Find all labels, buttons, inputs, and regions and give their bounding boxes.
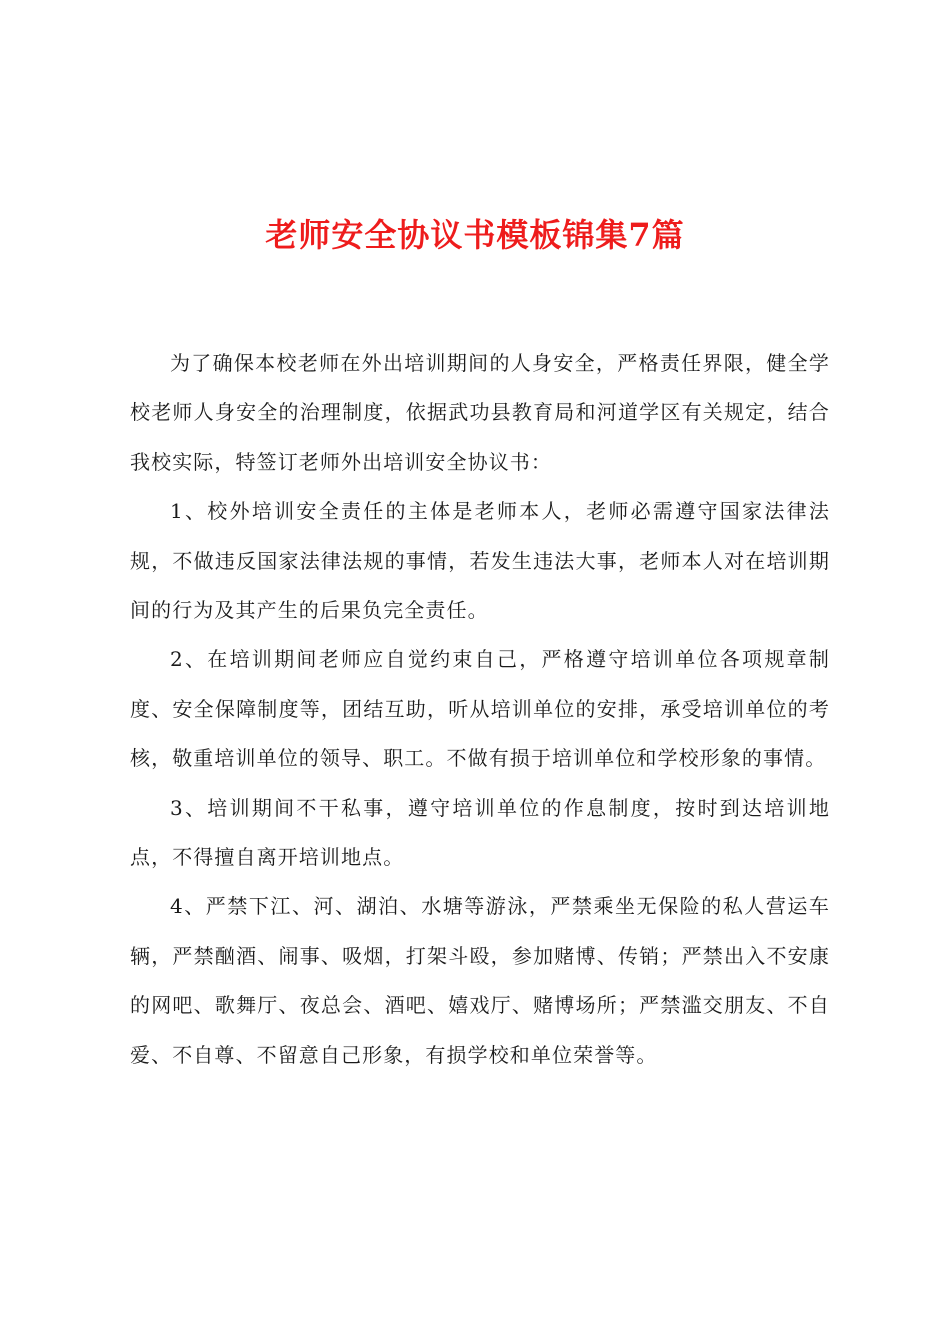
- clause-1-paragraph: 1、校外培训安全责任的主体是老师本人，老师必需遵守国家法律法规，不做违反国家法律法规的事情，若发生违法大事，老师本人对在培训期间的行为及其产生的后果负完全责任。: [130, 499, 830, 623]
- clause-4-paragraph: 4、严禁下江、河、湖泊、水塘等游泳，严禁乘坐无保险的私人营运车辆，严禁酗酒、闹事、吸烟，打架斗殴，参加赌博、传销；严禁出入不安康的网吧、歌舞厅、夜总会、酒吧、嬉戏厅、赌博场所；严禁滥交朋友、不自爱、不自尊、不留意自己形象，有损学校和单位荣誉等。: [130, 894, 830, 1067]
- clause-3-paragraph: 3、培训期间不干私事，遵守培训单位的作息制度，按时到达培训地点，不得擅自离开培训地点。: [130, 795, 830, 870]
- document-body: [130, 339, 830, 1080]
- document-title: 老师安全协议书模板锦集7篇: [265, 216, 685, 254]
- intro-paragraph: 为了确保本校老师在外出培训期间的人身安全，严格责任界限，健全学校老师人身安全的治理制度，依据武功县教育局和河道学区有关规定，结合我校实际，特签订老师外出培训安全协议书：: [130, 351, 830, 474]
- clause-2-paragraph: 2、在培训期间老师应自觉约束自己，严格遵守培训单位各项规章制度、安全保障制度等，团结互助，听从培训单位的安排，承受培训单位的考核，敬重培训单位的领导、职工。不做有损于培训单位和学校形象的事情。: [130, 647, 830, 771]
